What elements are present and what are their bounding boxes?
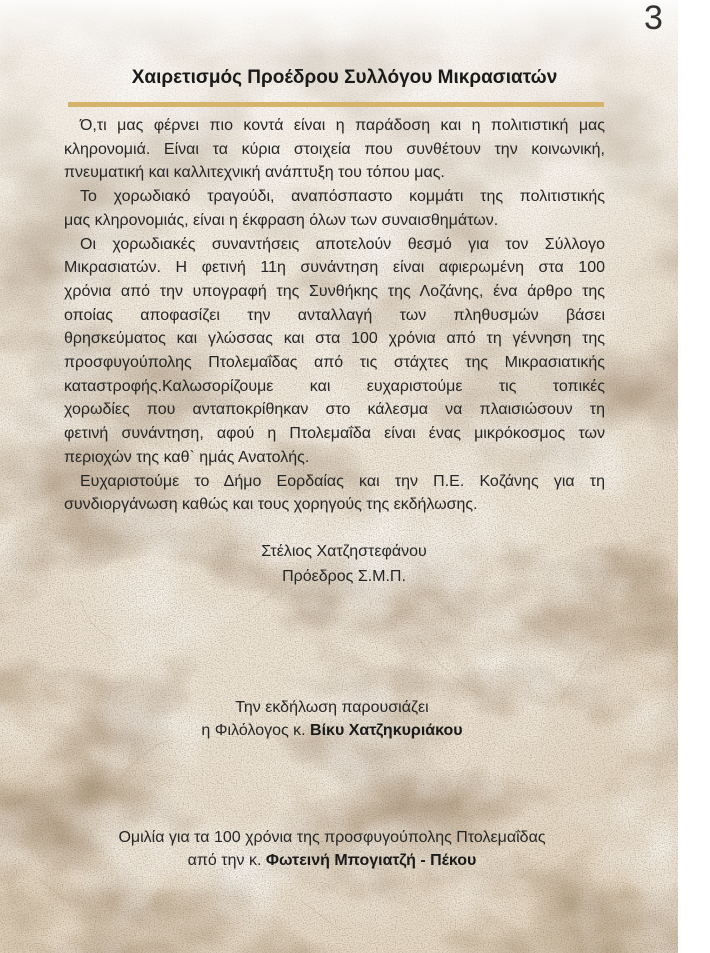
signature-block [0, 539, 688, 589]
speech-intro: Ομιλία για τα 100 χρόνια της προσφυγούπολης Πτολεμαΐδας [118, 829, 546, 846]
body-line: Ευχαριστούμε το Δήμο Εορδαίας και την Π.Ε. Κοζάνης για τη [80, 472, 605, 490]
body-line: Οι χορωδιακές συναντήσεις αποτελούν θεσμό για τον Σύλλογο [80, 235, 605, 253]
greeting-body [64, 114, 605, 517]
body-line: χρόνια από την υπογραφή της Συνθήκης της Λοζάνης, ένα άρθρο της [64, 282, 605, 300]
body-line: προσφυγούπολης Πτολεμαΐδας από τις στάχτες της Μικρασιατικής [64, 354, 605, 372]
body-line: συνδιοργάνωση καθώς και τους χορηγούς της εκδήλωσης. [64, 496, 478, 514]
page-number: 3 [644, 0, 663, 37]
title-underline-rule [68, 102, 604, 107]
page-title: Χαιρετισμός Προέδρου Συλλόγου Μικρασιατών [131, 67, 558, 88]
body-line: πνευματική και καλλιτεχνική ανάπτυξη του τόπου μας. [64, 164, 445, 182]
body-line: μας κληρονομιάς, είναι η έκφραση όλων των συναισθημάτων. [64, 211, 499, 229]
body-line: φετινή συνάντηση, αφού η Πτολεμαΐδα είναι ένας μικρόκοσμος των [64, 425, 605, 443]
paragraph [64, 470, 605, 517]
presenter-prefix: η Φιλόλογος κ. [201, 722, 306, 739]
signature-name: Στέλιος Χατζηστεφάνου [261, 543, 427, 560]
paragraph [64, 185, 605, 232]
body-line: οποίας αποφασίζει την ανταλλαγή των πληθυσμών βάσει [64, 306, 605, 324]
speaker-prefix: από την κ. [187, 852, 262, 869]
body-line: Ό,τι μας φέρνει πιο κοντά είναι η παράδοση και η πολιτιστική μας [80, 117, 605, 134]
body-line: χορωδίες που ανταποκρίθηκαν στο κάλεσμα να πλαισιώσουν τη [64, 401, 605, 419]
body-line: Μικρασιατών. Η φετινή 11η συνάντηση είναι αφιερωμένη στα 100 [64, 259, 605, 277]
speech-line [0, 849, 664, 872]
paragraph [64, 233, 605, 470]
body-line: Το χορωδιακό τραγούδι, αναπόσπαστο κομμάτι της πολιτιστικής [80, 188, 605, 206]
presenter-block [0, 696, 664, 742]
presenter-intro: Την εκδήλωση παρουσιάζει [235, 699, 429, 716]
paragraph [64, 114, 605, 185]
body-line: θρησκεύματος και γλώσσας και στα 100 χρόνια από τη γέννηση της [64, 330, 605, 348]
presenter-line [0, 719, 664, 742]
signature-role: Πρόεδρος Σ.Μ.Π. [282, 568, 406, 585]
speaker-name: Φωτεινή Μπογιατζή - Πέκου [265, 852, 477, 869]
presenter-name: Βίκυ Χατζηκυριάκου [310, 722, 463, 739]
body-line: κληρονομιά. Είναι τα κύρια στοιχεία που συνθέτουν την κοινωνική, [64, 140, 605, 158]
body-line: περιοχών της καθ` ημάς Ανατολής. [64, 448, 310, 466]
speech-block [0, 826, 664, 872]
body-line: καταστροφής.Καλωσορίζουμε και ευχαριστούμε τις τοπικές [64, 377, 605, 395]
